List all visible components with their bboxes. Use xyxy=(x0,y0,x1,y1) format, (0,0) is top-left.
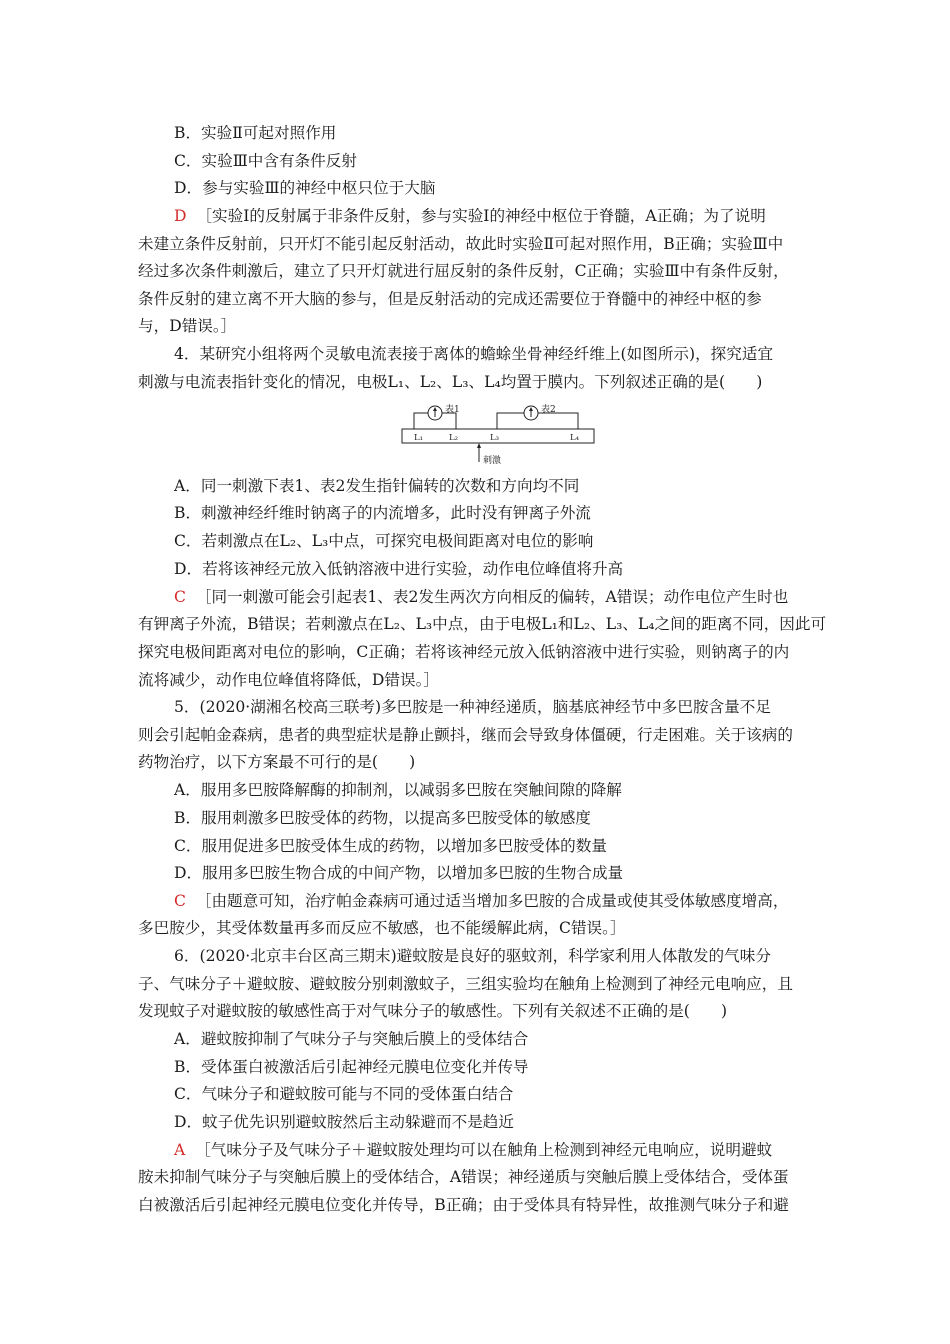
meter1-wire-left xyxy=(414,413,428,429)
electrode-l3: L₃ xyxy=(490,433,500,443)
q5-explanation-line xyxy=(174,891,788,911)
q5-option-a: A．服用多巴胺降解酶的抑制剂，以减弱多巴胺在突触间隙的降解 xyxy=(174,781,622,799)
stimulus-label: 刺激 xyxy=(483,456,502,466)
q4-option-c: C．若刺激点在L₂、L₃中点，可探究电极间距离对电位的影响 xyxy=(174,532,594,550)
q3-option-c: C．实验Ⅲ中含有条件反射 xyxy=(174,152,357,170)
q4-explanation-line xyxy=(174,587,788,607)
q6-option-c: C．气味分子和避蚊胺可能与不同的受体蛋白结合 xyxy=(174,1085,514,1103)
q6-explanation-text: ［气味分子及气味分子＋避蚊胺处理均可以在触角上检测到神经元电响应，说明避蚊 xyxy=(195,1141,773,1159)
q5-explanation-line: 多巴胺少，其受体数量再多而反应不敏感，也不能缓解此病，C错误。］ xyxy=(138,919,626,937)
q4-explanation-line: 探究电极间距离对电位的影响，C正确；若将该神经元放入低钠溶液中进行实验，则钠离子的内 xyxy=(138,643,790,661)
q6-option-b: B．受体蛋白被激活后引起神经元膜电位变化并传导 xyxy=(174,1058,529,1076)
electrode-l4: L₄ xyxy=(570,433,580,443)
electrode-l1: L₁ xyxy=(414,433,424,443)
meter1-wire-right xyxy=(442,413,456,429)
q4-option-d: D．若将该神经元放入低钠溶液中进行实验，动作电位峰值将升高 xyxy=(174,560,624,578)
q3-explanation-line: 经过多次条件刺激后，建立了只开灯就进行屈反射的条件反射，C正确；实验Ⅲ中有条件反射， xyxy=(138,262,789,280)
q5-option-c: C．服用促进多巴胺受体生成的药物，以增加多巴胺受体的数量 xyxy=(174,837,607,855)
q4-stem-line: 刺激与电流表指针变化的情况，电极L₁、L₂、L₃、L₄均置于膜内。下列叙述正确的是( ) xyxy=(138,373,763,391)
q5-explanation-text: ［由题意可知，治疗帕金森病可通过适当增加多巴胺的合成量或使其受体敏感度增高， xyxy=(195,892,789,910)
nerve-fiber-diagram xyxy=(400,404,596,470)
meter2-wire-right xyxy=(538,413,578,429)
q3-answer-letter: D xyxy=(174,207,187,225)
q4-answer-letter: C xyxy=(174,588,186,606)
q6-stem-line: 6．(2020·北京丰台区高三期末)避蚊胺是良好的驱蚊剂，科学家利用人体散发的气味分 xyxy=(174,947,771,965)
q6-explanation-line: 胺未抑制气味分子与突触后膜上的受体结合，A错误；神经递质与突触后膜上受体结合，受体蛋 xyxy=(138,1168,789,1186)
q5-option-b: B．服用刺激多巴胺受体的药物，以提高多巴胺受体的敏感度 xyxy=(174,809,591,827)
meter2-label: 表2 xyxy=(541,405,556,415)
q6-explanation-line: 白被激活后引起神经元膜电位变化并传导，B正确；由于受体具有特异性，故推测气味分子和避 xyxy=(138,1196,789,1214)
q6-option-d: D．蚊子优先识别避蚊胺然后主动躲避而不是趋近 xyxy=(174,1113,514,1131)
q4-option-b: B．刺激神经纤维时钠离子的内流增多，此时没有钾离子外流 xyxy=(174,504,591,522)
q4-option-a: A．同一刺激下表1、表2发生指针偏转的次数和方向均不同 xyxy=(174,477,580,495)
meter2-wire-left xyxy=(497,413,524,429)
q4-explanation-line: 流将减少，动作电位峰值将降低，D错误。］ xyxy=(138,671,439,689)
q3-explanation-line: 与，D错误。］ xyxy=(138,317,237,335)
q5-answer-letter: C xyxy=(174,892,186,910)
q5-stem-line: 则会引起帕金森病，患者的典型症状是静止颤抖，继而会导致身体僵硬，行走困难。关于该病的 xyxy=(138,726,793,744)
q4-explanation-line: 有钾离子外流，B错误；若刺激点在L₂、L₃中点，由于电极L₁和L₂、L₃、L₄之间的距离不同，因此可 xyxy=(138,615,827,633)
q3-explanation-line: 条件反射的建立离不开大脑的参与，但是反射活动的完成还需要位于脊髓中的神经中枢的参 xyxy=(138,290,762,308)
q5-stem-line: 药物治疗，以下方案最不可行的是( ) xyxy=(138,753,416,771)
q3-explanation-text: ［实验Ⅰ的反射属于非条件反射，参与实验Ⅰ的神经中枢位于脊髓，A正确；为了说明 xyxy=(196,207,766,225)
q6-stem-line: 子、气味分子＋避蚊胺、避蚊胺分别刺激蚊子，三组实验均在触角上检测到了神经元电响应，且 xyxy=(138,975,793,993)
q6-stem-line: 发现蚊子对避蚊胺的敏感性高于对气味分子的敏感性。下列有关叙述不正确的是( ) xyxy=(138,1002,728,1020)
q4-explanation-text: ［同一刺激可能会引起表1、表2发生两次方向相反的偏转，A错误；动作电位产生时也 xyxy=(195,588,789,606)
q4-stem-line: 4．某研究小组将两个灵敏电流表接于离体的蟾蜍坐骨神经纤维上(如图所示)，探究适宜 xyxy=(174,345,774,363)
q3-explanation-line xyxy=(174,206,766,226)
q6-answer-letter: A xyxy=(174,1141,186,1159)
q3-explanation-line: 未建立条件反射前，只开灯不能引起反射活动，故此时实验Ⅱ可起对照作用，B正确；实验Ⅲ中 xyxy=(138,235,784,253)
q5-stem-line: 5．(2020·湖湘名校高三联考)多巴胺是一种神经递质，脑基底神经节中多巴胺含量不足 xyxy=(174,698,771,716)
meter1-label: 表1 xyxy=(445,405,460,415)
stimulus-arrow-head xyxy=(477,443,481,448)
q3-option-b: B．实验Ⅱ可起对照作用 xyxy=(174,124,337,142)
q6-explanation-line xyxy=(174,1140,772,1160)
q6-option-a: A．避蚊胺抑制了气味分子与突触后膜上的受体结合 xyxy=(174,1030,529,1048)
q5-option-d: D．服用多巴胺生物合成的中间产物，以增加多巴胺的生物合成量 xyxy=(174,864,624,882)
electrode-l2: L₂ xyxy=(449,433,459,443)
q3-option-d: D．参与实验Ⅲ的神经中枢只位于大脑 xyxy=(174,179,436,197)
